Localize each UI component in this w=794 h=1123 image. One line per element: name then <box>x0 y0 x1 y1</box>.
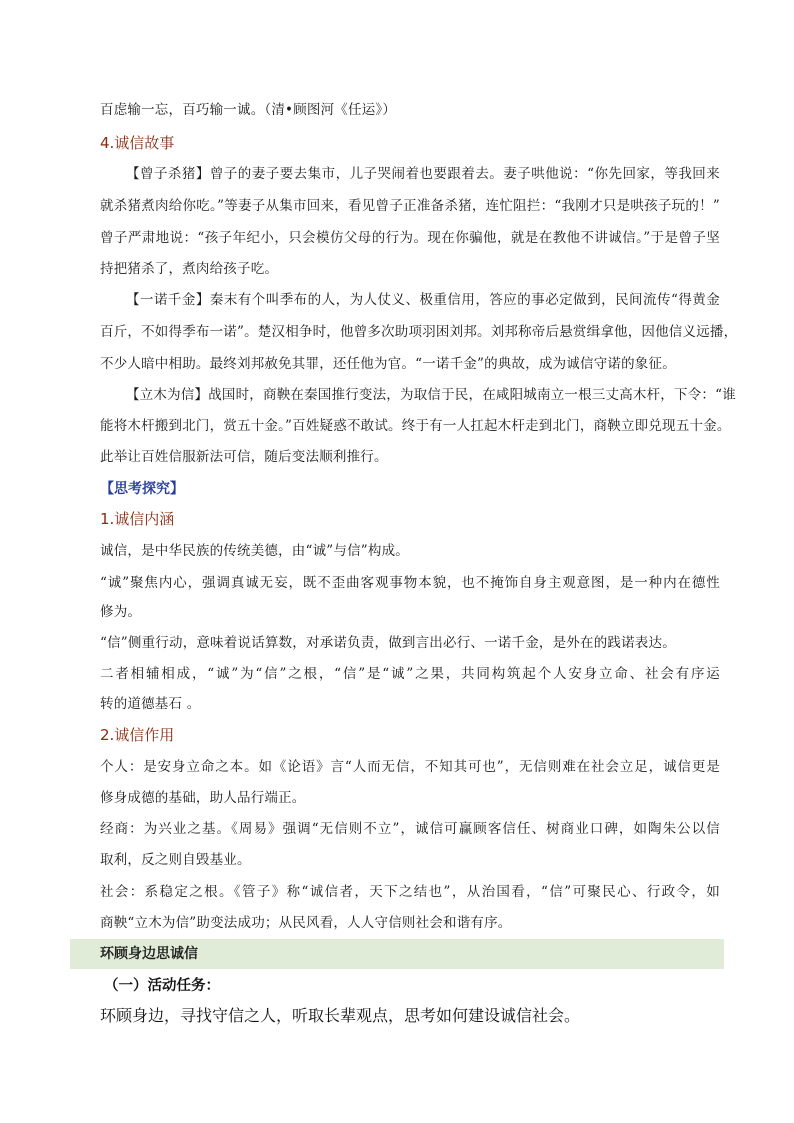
explore-section-tag: 【思考探究】 <box>100 481 184 497</box>
activity-subheading: （一）活动任务： <box>104 978 220 994</box>
story-line: 【立木为信】战国时，商鞅在秦国推行变法，为取信于民，在咸阳城南立一根三丈高木杆，下令：“谁 <box>126 387 736 403</box>
function-line: 商鞅“立木为信”助变法成功；从民风看，人人守信则社会和谐有序。 <box>100 915 512 931</box>
connotation-line: 诚信，是中华民族的传统美德，由“诚”与信”构成。 <box>100 543 410 559</box>
story-line: 不少人暗中相助。最终刘邦赦免其罪，还任他为官。“一诺千金”的典故，成为诚信守诺的象征。 <box>100 356 676 372</box>
story-line: 【一诺千金】秦末有个叫季布的人，为人仗义、极重信用，答应的事必定做到，民间流传“得黄金 <box>126 292 720 308</box>
section-heading-function: 2.诚信作用 <box>100 726 175 744</box>
function-line: 修身成德的基础，助人品行端正。 <box>100 790 306 806</box>
story-line: 曾子严肃地说：“孩子年纪小，只会模仿父母的行为。现在你骗他，就是在教他不讲诚信。”于是曾子坚 <box>100 230 720 246</box>
connotation-line: “诚”聚焦内心，强调真诚无妄，既不歪曲客观事物本貌，也不掩饰自身主观意图，是一种内在德性 <box>100 575 720 591</box>
connotation-line: 二者相辅相成，“诚”为“信”之根，“信”是“诚”之果，共同构筑起个人安身立命、社会有序运 <box>100 666 720 682</box>
function-line: 取利，反之则自毁基业。 <box>100 852 251 868</box>
activity-banner-title: 环顾身边思诚信 <box>100 946 198 962</box>
activity-task-text: 环顾身边，寻找守信之人，听取长辈观点，思考如何建设诚信社会。 <box>100 1006 581 1025</box>
story-line: 百斤，不如得季布一诺”。楚汉相争时，他曾多次助项羽困刘邦。刘邦称帝后悬赏缉拿他，因他信义远播， <box>100 324 738 340</box>
connotation-line: “信”侧重行动，意味着说话算数，对承诺负责，做到言出必行、一诺千金，是外在的践诺表达。 <box>100 635 676 651</box>
function-line: 个人：是安身立命之本。如《论语》言“人而无信，不知其可也”，无信则难在社会立足，诚信更是 <box>100 759 720 775</box>
story-line: 【曾子杀猪】曾子的妻子要去集市，儿子哭闹着也要跟着去。妻子哄他说：“你先回家，等我回来 <box>126 166 720 182</box>
function-line: 社会：系稳定之根。《管子》称“诚信者，天下之结也”，从治国看，“信”可聚民心、行政令，如 <box>100 884 720 900</box>
story-line: 能将木杆搬到北门，赏五十金。”百姓疑惑不敢试。终于有一人扛起木杆走到北门，商鞅立即兑现五十金。 <box>100 418 731 434</box>
connotation-line: 修为。 <box>100 604 142 620</box>
story-line: 持把猪杀了，煮肉给孩子吃。 <box>100 261 279 277</box>
function-line: 经商：为兴业之基。《周易》强调“无信则不立”，诚信可赢顾客信任、树商业口碑，如陶朱公以信 <box>100 821 720 837</box>
story-line: 就杀猪煮肉给你吃。”等妻子从集市回来，看见曾子正准备杀猪，连忙阻拦：“我刚才只是哄孩子玩的！” <box>100 198 720 214</box>
section-heading-connotation: 1.诚信内涵 <box>100 510 175 528</box>
section-heading-stories: 4.诚信故事 <box>100 134 175 152</box>
quote-line: 百虑输一忘，百巧输一诚。（清•顾图河《任运》） <box>100 102 397 118</box>
connotation-line: 转的道德基石 。 <box>100 696 201 712</box>
story-line: 此举让百姓信服新法可信，随后变法顺利推行。 <box>100 449 388 465</box>
